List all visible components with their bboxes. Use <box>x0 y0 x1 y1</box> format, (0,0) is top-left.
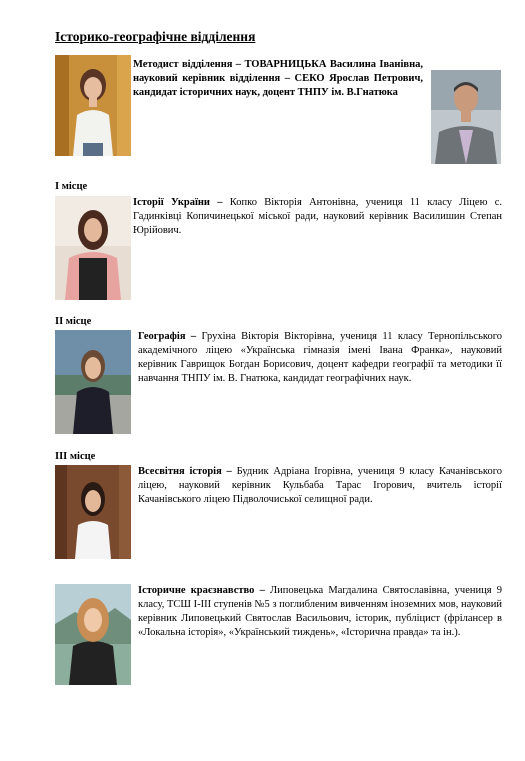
entry-4-subject: Історичне краєзнавство – <box>138 585 265 596</box>
entry-2-subject: Географія – <box>138 331 197 342</box>
winner-3-photo <box>55 465 131 559</box>
page-title: Історико-географічне відділення <box>55 29 256 44</box>
winner-2-photo <box>55 330 131 434</box>
entry-1-subject: Історії України – <box>133 197 223 208</box>
entry-1-body: Копко Вікторія Антонівна, учениця 11 класу Ліцею с. Гадинківці Копичинецької міської ради, науковий керівник Василишин Степан Юрійович. <box>133 197 502 236</box>
place-1-label: I місце <box>55 181 88 192</box>
entry-2-body: Грухіна Вікторія Вікторівна, учениця 11 класу Тернопільського академічного ліцею «Українська гімназія імені Івана Франка», науковий керівник Гаврищок Богдан Борисович, доцент кафедри географії та методики її навчання ТНПУ ім. В. Гнатюка, кандидат географічних наук. <box>138 331 502 384</box>
entry-3-body: Будник Адріана Ігорівна, учениця 9 класу Качанівського ліцею, науковий керівник Кульбаба Тарас Ігорович, вчитель історії Качанівського ліцею Підволочиської селищної ради. <box>138 466 502 505</box>
supervisor-photo <box>431 70 501 164</box>
entry-1-text <box>133 196 502 238</box>
header-text: Методист відділення – ТОВАРНИЦЬКА Василина Іванівна, науковий керівник відділення – СЕКО Ярослав Петрович, кандидат історичних наук, доцент ТНПУ ім. В.Гнатюка <box>133 59 423 98</box>
entry-3-text <box>138 465 502 507</box>
methodist-photo <box>55 55 131 156</box>
entry-2-text <box>138 330 502 386</box>
winner-4-photo <box>55 584 131 685</box>
entry-4-body: Липовецька Магдалина Святославівна, учениця 9 класу, ТСШ І-ІІІ ступенів №5 з поглибленим вивченням іноземних мов, науковий керівник Липовецький Святослав Васильович, історик, публіцист (фрілансер в «Локальна історія», «Український тиждень», «Історична правда» та ін.). <box>138 585 503 638</box>
entry-3-subject: Всесвітня історія – <box>138 466 232 477</box>
place-3-label: III місце <box>55 451 96 462</box>
entry-4-text <box>138 584 502 640</box>
place-2-label: II місце <box>55 316 92 327</box>
winner-1-photo <box>55 196 131 300</box>
